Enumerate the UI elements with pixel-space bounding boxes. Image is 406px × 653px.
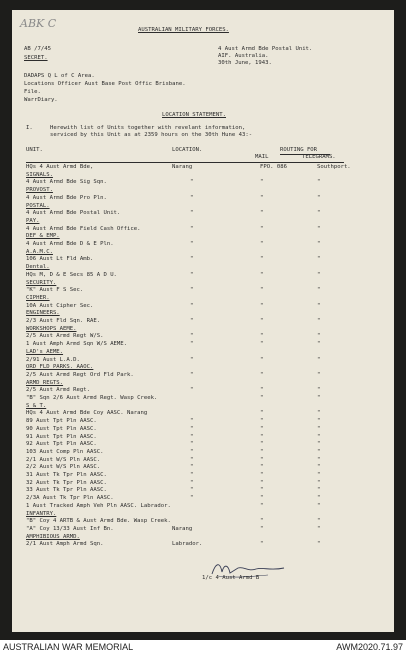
unit-telegram-routing: " [317,318,321,324]
unit-name: HQs M, D & E Secs 85 A D U. [26,271,117,278]
unit-location: " [190,287,194,294]
unit-mail-routing: " [260,395,264,401]
section-heading: WORKSHOPS AEME. [26,325,77,332]
unit-mail-routing: " [260,425,264,432]
unit-location: " [190,387,194,394]
archive-reference: AWM2020.71.97 [336,642,403,652]
unit-mail-routing: " [260,441,264,448]
column-header-location: LOCATION. [172,147,203,153]
column-header-telegrams: TELEGRAMS. [302,154,336,160]
unit-name: 2/91 Aust L.A.D. [26,356,80,363]
unit-telegram-routing: " [317,225,321,232]
unit-name: 89 Aust Tpt Pln AASC. [26,418,97,425]
unit-mail-routing: " [260,318,264,324]
unit-mail-routing: " [260,179,264,186]
unit-name: 32 Aust Tk Tpr Pln AASC. [26,479,107,486]
unit-mail-routing: " [260,371,264,378]
unit-location: " [190,194,194,201]
section-heading: CIPHER. [26,294,50,301]
unit-mail-routing: " [260,333,264,340]
unit-mail-routing: " [260,502,264,509]
unit-location: " [190,225,194,232]
unit-name: 2/3A Aust Tk Tpr Pln AASC. [26,495,114,502]
unit-telegram-routing: " [317,425,321,432]
paragraph-line: serviced by this Unit as at 2359 hours on the 30th Hune 43:- [50,132,253,138]
unit-location: " [190,371,194,378]
unit-mail-routing: " [260,356,264,363]
column-header-unit: UNIT. [26,147,43,153]
unit-telegram-routing: " [317,241,321,247]
unit-name: 10A Aust Cipher Sec. [26,302,94,309]
unit-mail-routing: " [260,387,264,394]
unit-telegram-routing: " [317,356,321,363]
unit-location: " [190,341,194,348]
unit-location: " [190,241,194,247]
unit-mail-routing: " [260,241,264,247]
distribution-line: WarrDiary. [24,97,58,103]
unit-location: " [190,479,194,486]
section-heading: S & T. [26,402,47,409]
archive-footer [0,640,406,653]
unit-telegram-routing: " [317,495,321,502]
unit-name: 31 Aust Tk Tpr Pln AASC. [26,472,107,478]
document-page [12,10,394,632]
unit-name: 4 Aust Armd Bde Pro Pln. [26,194,107,201]
unit-name: 1 Aust Amph Armd Sqn W/S AEME. [26,341,128,348]
unit-name: 103 Aust Comp Pln AASC. [26,448,104,455]
unit-telegram-routing: " [317,479,321,486]
unit-mail-routing: " [260,472,264,478]
unit-telegram-routing: " [317,287,321,294]
unit-name: 2/3 Aust Fld Sqn. RAE. [26,318,101,324]
unit-location: " [190,456,194,463]
paragraph-number: I. [26,125,33,131]
section-heading: PROVOST. [26,187,53,194]
unit-location: " [190,256,194,263]
unit-name: 92 Aust Tpt Pln AASC. [26,441,97,448]
unit-name: 90 Aust Tpt Pln AASC. [26,425,97,432]
unit-name: HQs 4 Aust Armd Bde Coy AASC. Narang [26,410,148,417]
unit-mail-routing: " [260,495,264,502]
security-classification: SECRET. [24,55,48,61]
section-heading: DEF & EMP. [26,233,60,240]
unit-telegram-routing: " [317,410,321,417]
document-heading: AUSTRALIAN MILITARY FORCES. [138,27,229,33]
unit-mail-routing: " [260,479,264,486]
unit-name: 2/1 Aust W/S Pln AASC. [26,456,101,463]
unit-mail-routing: " [260,433,264,440]
section-heading: PAY. [26,217,40,224]
unit-mail-routing: " [260,487,264,494]
unit-name: 91 Aust Tpt Pln AASC. [26,433,97,440]
handwritten-note: ABK C [20,17,57,30]
unit-telegram-routing: " [317,341,321,348]
signature-block: 1/c 4 Aust Armd B [202,575,260,581]
unit-location: Narang [172,164,193,170]
section-heading: Dental. [26,264,50,271]
unit-mail-routing: " [260,448,264,455]
unit-name: 2/1 Aust Amph Armd Sqn. [26,541,104,548]
table-header-rule [26,162,344,163]
unit-mail-routing: " [260,302,264,309]
unit-location: " [190,418,194,425]
distribution-line: File. [24,89,41,95]
unit-telegram-routing: " [317,441,321,448]
unit-name: 2/5 Aust Armd Regt W/S. [26,333,104,340]
section-heading: ORD FLD PARKS. AAOC. [26,364,94,371]
unit-telegram-routing: " [317,464,321,471]
unit-location: " [190,464,194,471]
section-heading: ENGINEERS. [26,310,60,317]
unit-telegram-routing: " [317,179,321,186]
unit-location: " [190,441,194,448]
unit-mail-routing: " [260,418,264,425]
unit-telegram-routing: " [317,448,321,455]
archive-name: AUSTRALIAN WAR MEMORIAL [3,642,134,652]
section-heading: LAD's AEME. [26,348,64,355]
column-header-mail: MAIL [255,154,269,160]
unit-name: 4 Aust Armd Bde D & E Pln. [26,241,114,247]
unit-mail-routing: " [260,541,264,548]
unit-mail-routing: " [260,456,264,463]
unit-name: 4 Aust Armd Bde Field Cash Office. [26,225,141,232]
unit-mail-routing: " [260,464,264,471]
reference-number: AB /7/45 [24,46,51,52]
unit-telegram-routing: " [317,418,321,425]
unit-location: " [190,448,194,455]
unit-mail-routing: " [260,410,264,417]
unit-mail-routing: " [260,287,264,294]
unit-telegram-routing: " [317,502,321,509]
unit-telegram-routing: " [317,333,321,340]
unit-name: "A" Coy 13/33 Aust Inf Bn. [26,525,114,532]
unit-mail-routing: " [260,256,264,263]
unit-name: 4 Aust Armd Bde Sig Sqn. [26,179,107,186]
unit-mail-routing: " [260,194,264,201]
unit-telegram-routing: " [317,271,321,278]
unit-telegram-routing: Southport. [317,164,351,170]
unit-location: " [190,495,194,502]
unit-location: " [190,302,194,309]
paragraph-line: Herewith list of Units together with revelant information, [50,125,246,131]
unit-telegram-routing: " [317,371,321,378]
unit-location: " [190,472,194,478]
unit-telegram-routing: " [317,256,321,263]
unit-location: " [190,318,194,324]
section-heading: INFANTRY. [26,510,57,517]
unit-name: 4 Aust Armd Bde Postal Unit. [26,210,121,217]
unit-name: HQs 4 Aust Armd Bde, [26,164,94,170]
section-heading: A.A.M.C. [26,248,53,255]
unit-telegram-routing: " [317,525,321,532]
document-date: 30th June, 1943. [218,60,272,66]
unit-mail-routing: " [260,210,264,217]
unit-telegram-routing: " [317,387,321,394]
unit-location: " [190,210,194,217]
unit-telegram-routing: " [317,487,321,494]
section-heading: SECURITY. [26,279,57,286]
section-heading: POSTAL. [26,202,50,209]
distribution-line: Locations Officer Aust Base Post Offic Brisbane. [24,81,186,87]
unit-name: 1 Aust Tracked Amph Veh Pln AASC. Labrador. [26,502,171,509]
unit-mail-routing: " [260,271,264,278]
unit-name: "B" Coy 4 ARTB & Aust Armd Bde. Wasp Creek. [26,518,171,525]
unit-telegram-routing: " [317,302,321,309]
unit-telegram-routing: " [317,395,321,401]
section-heading: SIGNALS. [26,171,53,178]
unit-name: "B" Sqn 2/6 Aust Armd Regt. Wasp Creek. [26,395,158,401]
unit-location: " [190,333,194,340]
unit-location: Labrador. [172,541,203,548]
unit-mail-routing: FPO. 086 [260,164,287,170]
unit-name: 2/5 Aust Armd Regt Ord Fld Park. [26,371,134,378]
distribution-line: DADAPS Q L of C Area. [24,73,95,79]
unit-location: " [190,271,194,278]
unit-telegram-routing: " [317,194,321,201]
unit-name: 2/5 Aust Armd Regt. [26,387,90,394]
unit-name: 33 Aust Tk Tpr Pln AASC. [26,487,107,494]
unit-location: Narang [172,525,193,532]
unit-name: 106 Aust Lt Fld Amb. [26,256,94,263]
unit-telegram-routing: " [317,210,321,217]
unit-location: " [190,356,194,363]
sender-location: AIF. Australia. [218,53,269,59]
unit-name: "K" Aust F S Sec. [26,287,84,294]
unit-telegram-routing: " [317,541,321,548]
sender-unit: 4 Aust Armd Bde Postal Unit. [218,46,313,52]
unit-location: " [190,179,194,186]
unit-name: 2/2 Aust W/S Pln AASC. [26,464,101,471]
column-header-routing: ROUTING FOR [280,147,318,153]
unit-location: " [190,487,194,494]
unit-mail-routing: " [260,518,264,525]
unit-location: " [190,425,194,432]
unit-mail-routing: " [260,341,264,348]
unit-telegram-routing: " [317,456,321,463]
section-heading: AMPHIBIOUS ARMD. [26,533,80,540]
section-heading: ARMD REGTS. [26,379,64,386]
unit-telegram-routing: " [317,433,321,440]
unit-telegram-routing: " [317,472,321,478]
statement-title: LOCATION STATEMENT. [162,112,226,118]
unit-mail-routing: " [260,525,264,532]
unit-location: " [190,433,194,440]
unit-telegram-routing: " [317,518,321,525]
unit-mail-routing: " [260,225,264,232]
